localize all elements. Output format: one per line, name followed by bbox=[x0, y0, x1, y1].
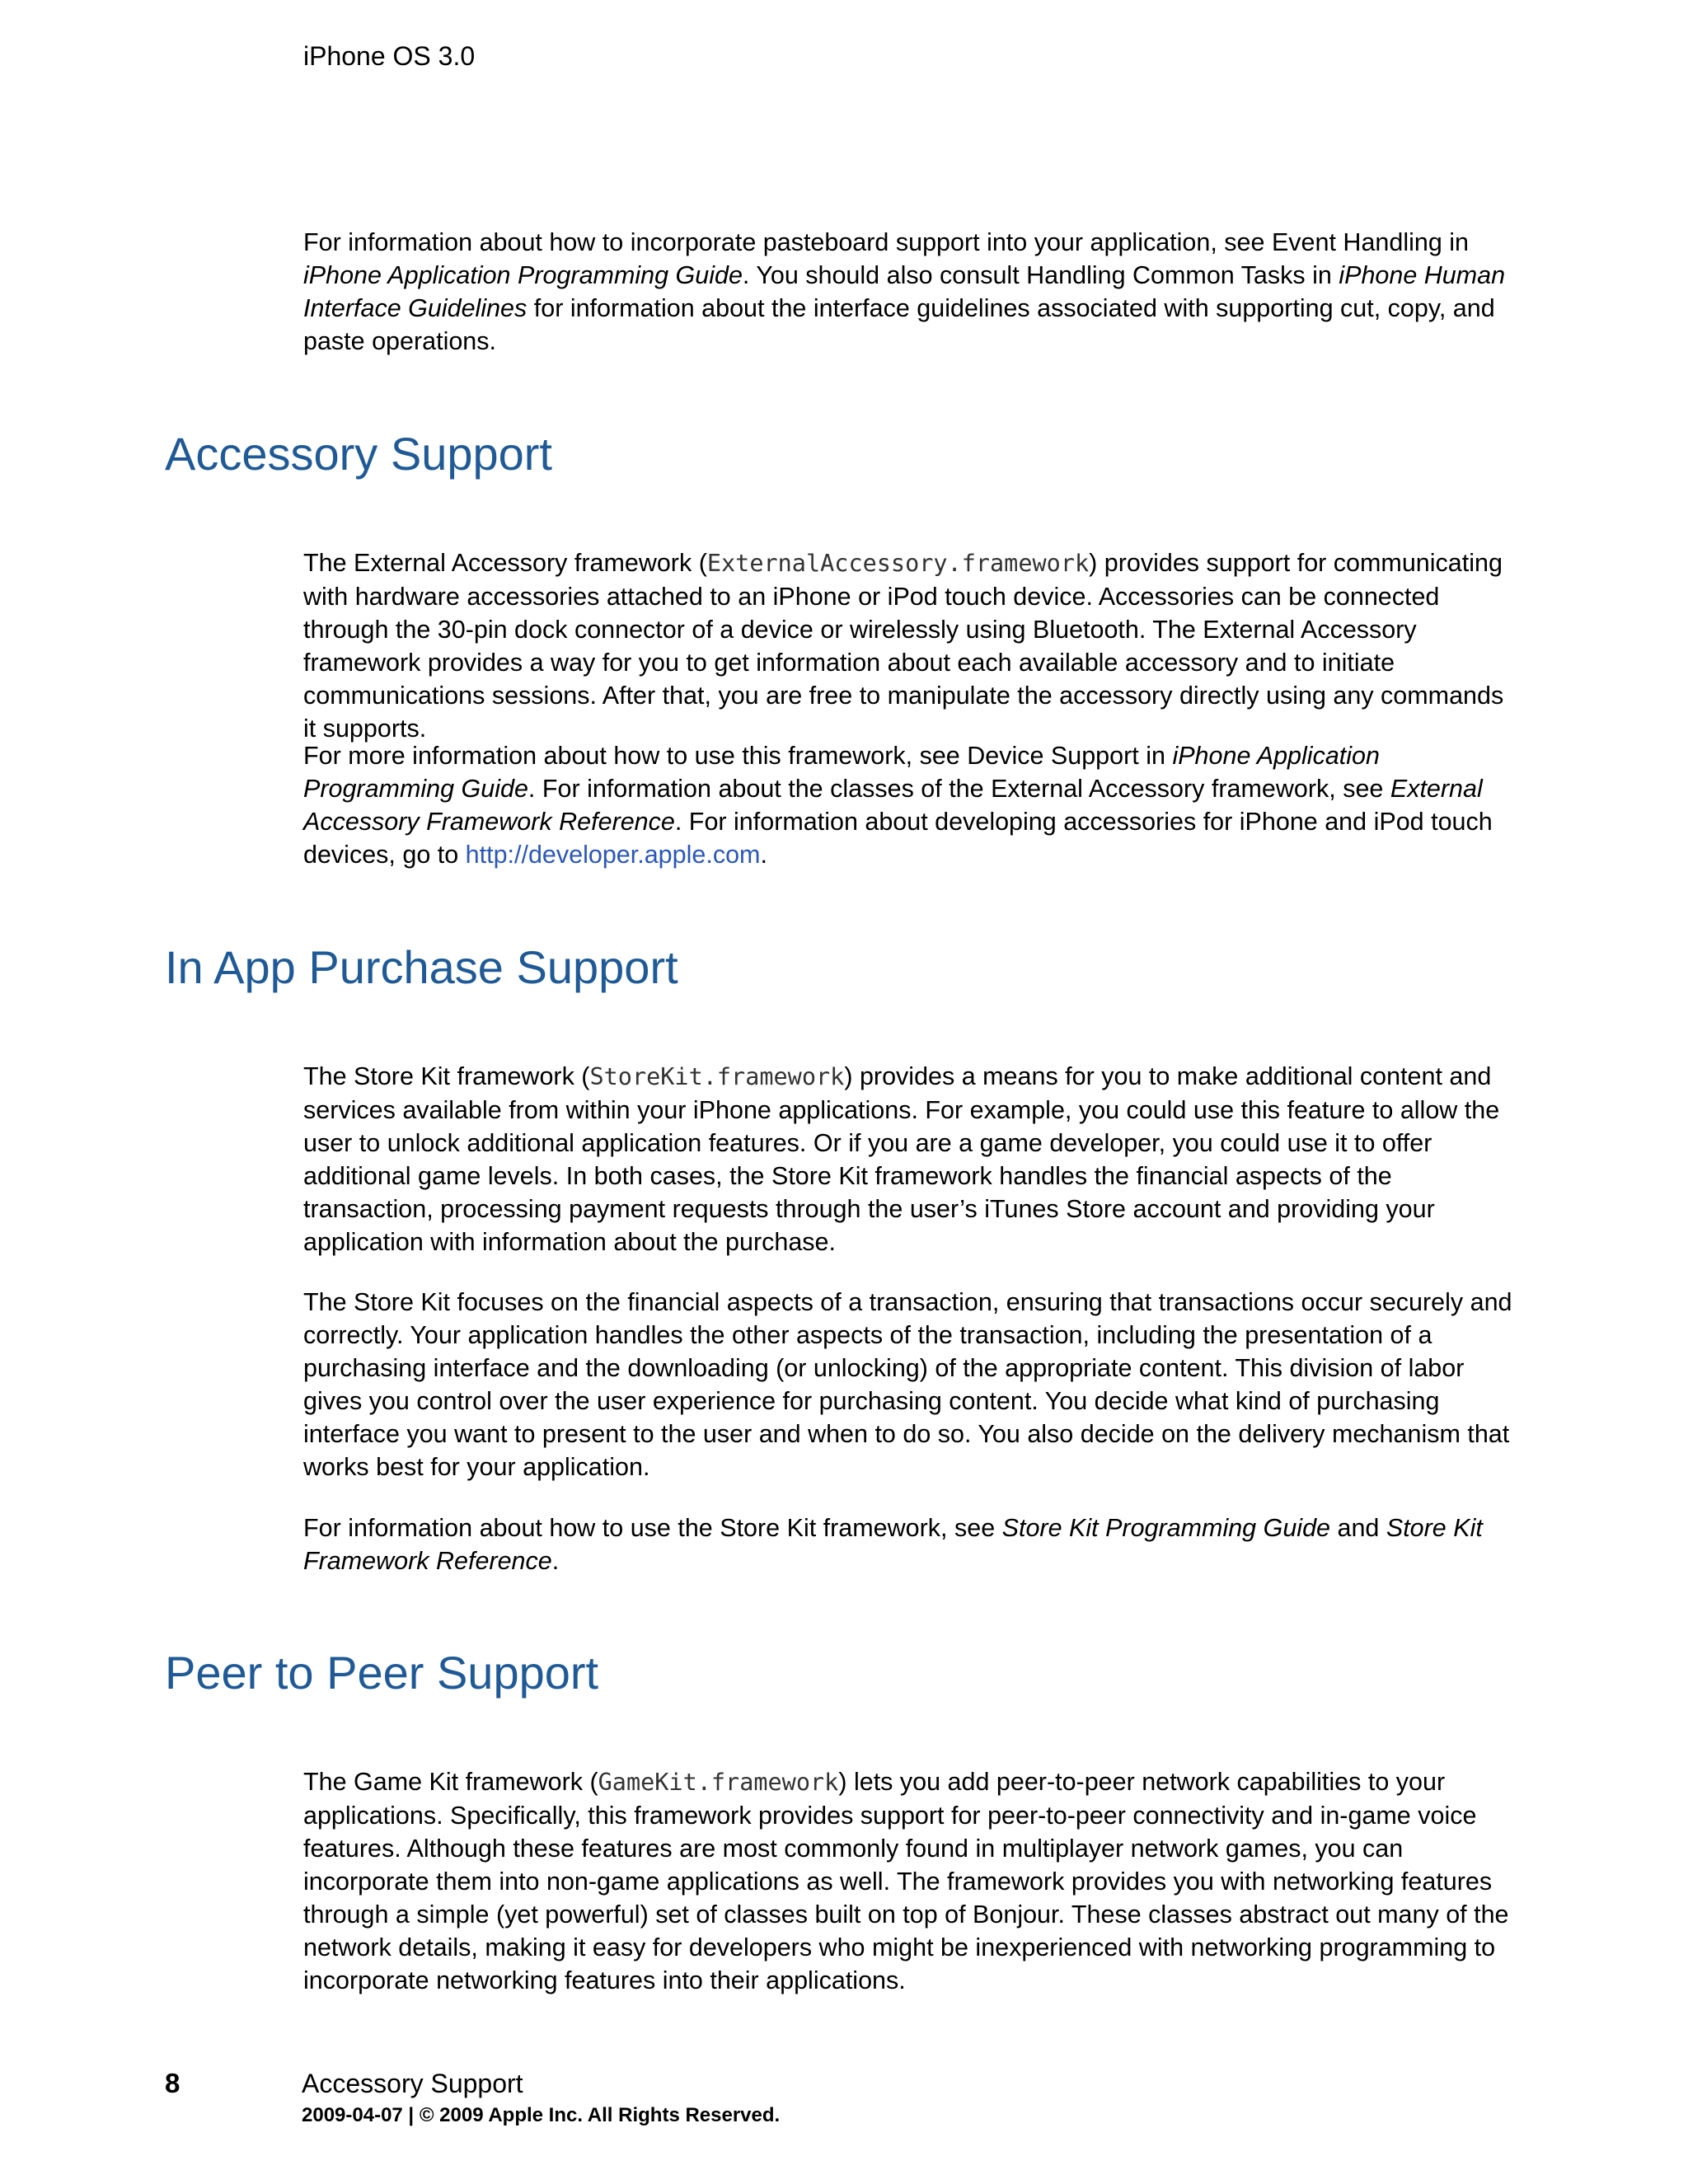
inapp-paragraph-2: The Store Kit focuses on the financial aspects of a transaction, ensuring that transactions occur securely and correctly. Your application handles the other aspects of the transaction, including the presentation of a purchasing interface and the downloading (or unlocking) of the appropriate content. This division of labor gives you control over the user experience for purchasing content. You decide what kind of purchasing interface you want to present to the user and when to do so. You also decide on the delivery mechanism that works best for your application. bbox=[303, 1288, 1512, 1481]
book-reference: External Accessory Framework Reference bbox=[303, 775, 1483, 836]
intro-paragraph: For information about how to incorporate pasteboard support into your application, see Event Handling in iPhone Application Programming Guide. You should also consult Handling Common Tasks in iPhone Human Interface Guidelines for information about the interface guidelines associated with supporting cut, copy, and paste operations. bbox=[303, 228, 1506, 355]
peer-paragraph-1: The Game Kit framework (GameKit.framework) lets you add peer-to-peer network capabilities to your applications. Specifically, this framework provides support for peer-to-peer connectivity and in-game voice features. Although these features are most commonly found in multiplayer network games, you can incorporate them into non-game applications as well. The framework provides you with networking features through a simple (yet powerful) set of classes built on top of Bonjour. These classes abstract out many of the network details, making it easy for developers who might be inexperienced with networking programming to incorporate networking features into their applications. bbox=[303, 1768, 1509, 1994]
book-reference: Store Kit Programming Guide bbox=[1001, 1514, 1331, 1542]
framework-code-name: StoreKit.framework bbox=[589, 1063, 845, 1090]
developer-site-link[interactable]: http://developer.apple.com bbox=[465, 841, 761, 869]
framework-code-name: ExternalAccessory.framework bbox=[706, 550, 1090, 577]
framework-code-name: GameKit.framework bbox=[598, 1769, 839, 1796]
inapp-paragraph-3: For information about how to use the Store Kit framework, see Store Kit Programming Guide and Store Kit Framework Reference. bbox=[303, 1514, 1483, 1575]
accessory-paragraph-2: For more information about how to use this framework, see Device Support in iPhone Application Programming Guide. For information about the classes of the External Accessory framework, see External Accessory Framework Reference. For information about developing accessories for iPhone and iPod touch devices, go to http://developer.apple.com. bbox=[303, 742, 1493, 869]
footer-copyright: 2009-04-07 | © 2009 Apple Inc. All Rights Reserved. bbox=[302, 2104, 781, 2126]
book-reference: Store Kit Framework Reference bbox=[303, 1514, 1483, 1575]
accessory-paragraph-1: The External Accessory framework (ExternalAccessory.framework) provides support for communicating with hardware accessories attached to an iPhone or iPod touch device. Accessories can be connected through the 30-pin dock connector of a device or wirelessly using Bluetooth. The External Accessory framework provides a way for you to get information about each available accessory and to initiate communications sessions. After that, you are free to manipulate the accessory directly using any commands it supports. bbox=[303, 549, 1504, 743]
running-header: iPhone OS 3.0 bbox=[303, 41, 476, 71]
book-reference: iPhone Application Programming Guide bbox=[303, 742, 1380, 803]
section-heading-peer-to-peer-support: Peer to Peer Support bbox=[165, 1647, 599, 1699]
inapp-paragraph-1: The Store Kit framework (StoreKit.framework) provides a means for you to make additional content and services available from within your iPhone applications. For example, you could use this feature to allow the user to unlock additional application features. Or if you are a game developer, you could use it to offer additional game levels. In both cases, the Store Kit framework handles the financial aspects of the transaction, processing payment requests through the user’s iTunes Store account and providing your application with information about the purchase. bbox=[303, 1062, 1500, 1256]
section-heading-accessory-support: Accessory Support bbox=[165, 428, 552, 480]
book-reference: iPhone Application Programming Guide bbox=[303, 261, 743, 289]
footer-section-title: Accessory Support bbox=[302, 2069, 523, 2098]
page-number: 8 bbox=[165, 2068, 181, 2098]
section-heading-in-app-purchase-support: In App Purchase Support bbox=[165, 941, 678, 993]
book-reference: iPhone Human Interface Guidelines bbox=[303, 261, 1506, 322]
